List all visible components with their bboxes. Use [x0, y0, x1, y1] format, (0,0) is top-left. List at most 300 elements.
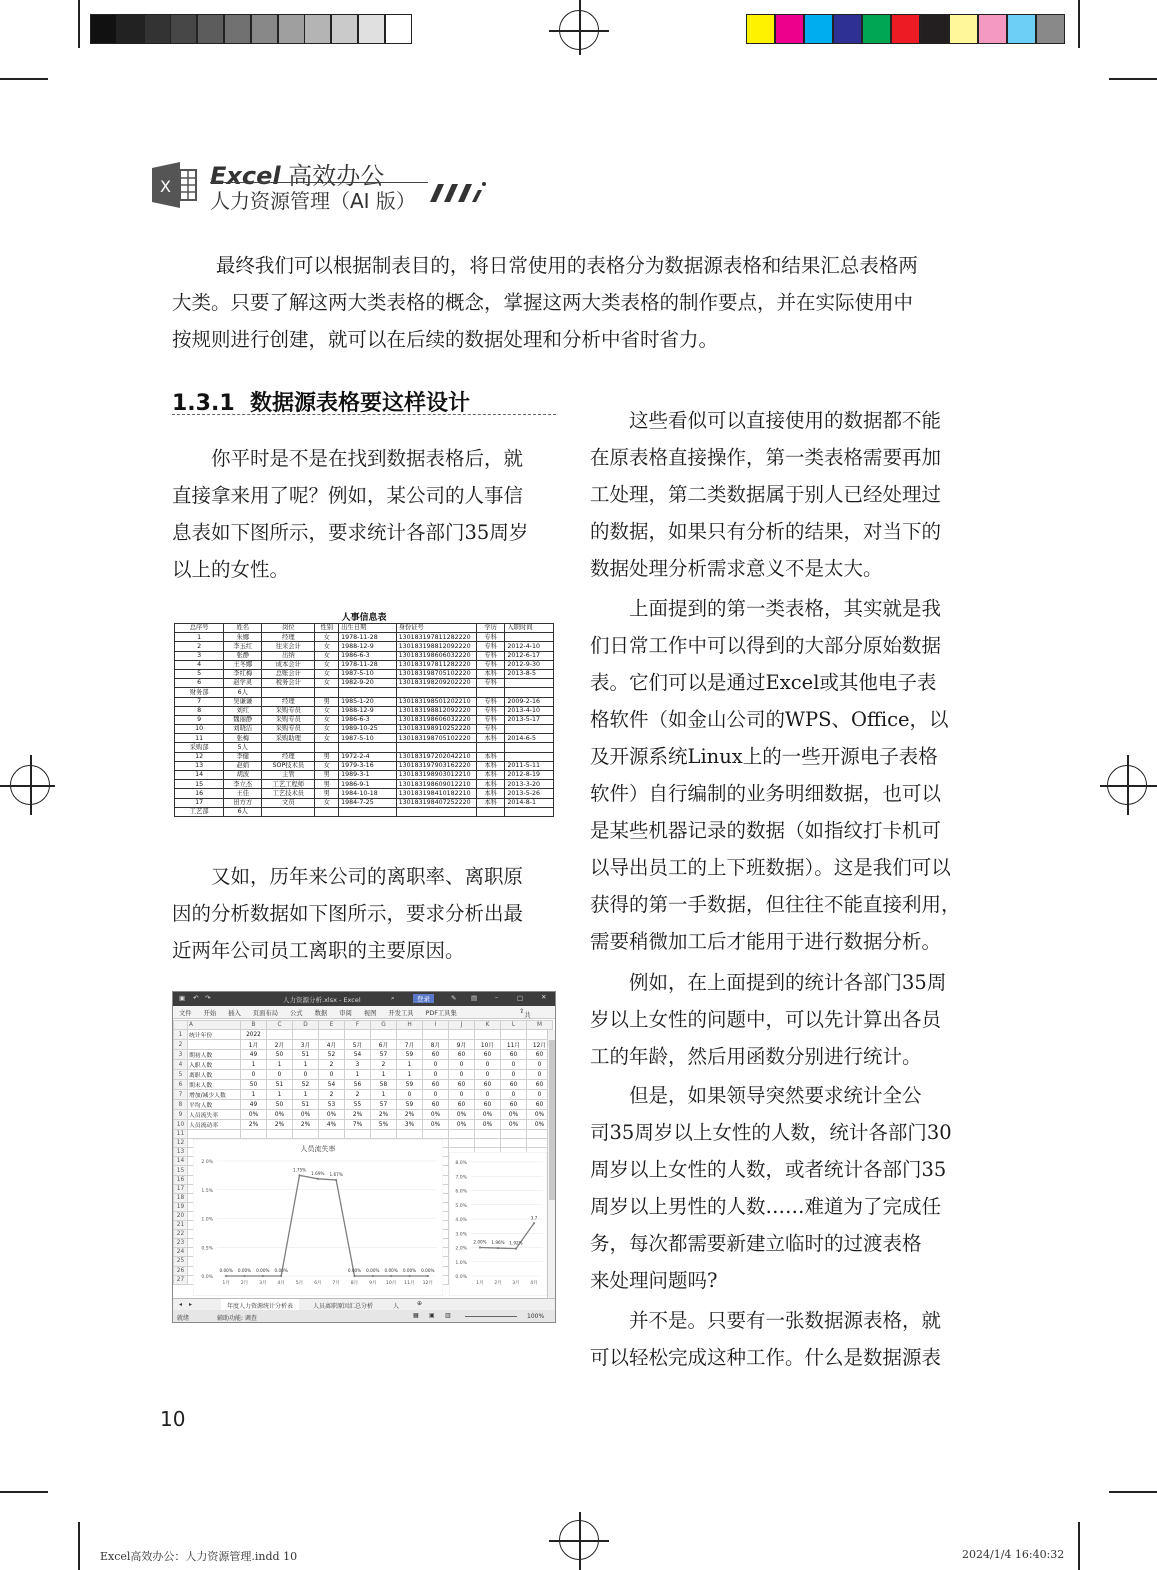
grid-cell[interactable]: F [345, 1021, 371, 1030]
grid-cell[interactable]: 21 [174, 1221, 188, 1230]
ribbon-tab[interactable]: 页面布局 [252, 1010, 278, 1017]
table-cell: 女 [315, 651, 339, 660]
grid-cell[interactable]: 6 [174, 1080, 188, 1090]
grid-cell[interactable]: 0 [501, 1070, 527, 1080]
table-cell [262, 807, 315, 816]
maximize-icon[interactable]: □ [517, 994, 524, 1002]
grid-cell[interactable]: 1 [241, 1060, 267, 1070]
grid-cell[interactable]: 平均人数 [188, 1100, 241, 1110]
gray-swatch [358, 14, 385, 44]
grid-cell[interactable]: 1 [267, 1060, 293, 1070]
grid-cell[interactable]: 1 [267, 1090, 293, 1100]
grid-cell[interactable]: 3 [345, 1060, 371, 1070]
table-cell: 1978-11-28 [339, 633, 396, 642]
grid-cell[interactable]: 11 [174, 1130, 188, 1139]
grid-cell[interactable]: 53 [319, 1100, 345, 1110]
ribbon-tab[interactable]: PDF工具集 [425, 1010, 457, 1017]
grid-cell[interactable]: 54 [345, 1050, 371, 1060]
color-swatch [746, 14, 775, 44]
grid-cell[interactable]: 0% [241, 1110, 267, 1120]
grid-cell[interactable]: 60 [475, 1080, 501, 1090]
grid-cell[interactable]: 57 [371, 1050, 397, 1060]
ribbon-display-icon[interactable]: ▤ [471, 994, 478, 1002]
grid-cell[interactable]: 2% [293, 1120, 319, 1130]
ribbon-tab[interactable]: 插入 [228, 1010, 241, 1017]
grid-cell[interactable] [371, 1030, 397, 1040]
grid-cell[interactable]: 23 [174, 1239, 188, 1248]
save-icon[interactable]: ▣ [179, 994, 186, 1002]
grid-cell[interactable] [345, 1030, 371, 1040]
grid-cell[interactable] [267, 1030, 293, 1040]
grid-cell[interactable]: 0 [397, 1090, 423, 1100]
grid-cell[interactable]: 6月 [371, 1040, 397, 1050]
grid-cell[interactable]: K [475, 1021, 501, 1030]
grid-cell[interactable]: 期初人数 [188, 1050, 241, 1060]
grid-cell[interactable]: 8月 [423, 1040, 449, 1050]
grid-cell[interactable]: 0 [475, 1090, 501, 1100]
redo-icon[interactable]: ↷ [205, 994, 211, 1002]
minimize-icon[interactable]: – [495, 993, 499, 1001]
grid-cell[interactable]: 2% [371, 1110, 397, 1120]
book-subtitle: 人力资源管理（AI 版） [210, 189, 416, 213]
grid-cell[interactable]: 2 [174, 1040, 188, 1050]
grid-cell[interactable]: L [501, 1021, 527, 1030]
grid-cell[interactable]: 60 [527, 1080, 553, 1090]
ribbon-tab[interactable]: 开始 [203, 1010, 217, 1017]
grid-cell[interactable]: 2% [397, 1110, 423, 1120]
grid-cell[interactable]: 24 [174, 1248, 188, 1257]
x-tick-label: 1月 [222, 1281, 230, 1286]
table-cell: 专科 [476, 697, 505, 706]
normal-view-icon[interactable]: ▦ [413, 1312, 419, 1319]
grid-cell[interactable]: 56 [345, 1080, 371, 1090]
grid-cell[interactable]: 10 [174, 1120, 188, 1130]
table-cell: 16 [175, 789, 224, 798]
grid-cell[interactable]: 0 [293, 1070, 319, 1080]
grid-cell[interactable]: 1 [345, 1070, 371, 1080]
table-cell: 1979-3-16 [339, 761, 396, 770]
grid-cell[interactable]: 1 [371, 1070, 397, 1080]
grid-cell[interactable]: 0 [527, 1070, 553, 1080]
grid-cell[interactable]: 0% [423, 1110, 449, 1120]
grid-cell[interactable]: 0 [423, 1060, 449, 1070]
grid-cell[interactable]: 60 [449, 1050, 475, 1060]
table-cell: 130183197811282220 [396, 660, 476, 669]
grid-cell[interactable]: 1 [293, 1090, 319, 1100]
grid-cell[interactable]: 50 [267, 1100, 293, 1110]
table-row [174, 1060, 553, 1070]
grid-cell[interactable] [267, 1130, 293, 1139]
grid-cell[interactable]: 人员流动率 [188, 1120, 241, 1130]
table-cell: 1989-3-1 [339, 771, 396, 780]
grid-cell[interactable]: 14 [174, 1157, 188, 1166]
grid-cell[interactable]: 9月 [449, 1040, 475, 1050]
y-tick-label: 1.0% [201, 1217, 213, 1223]
grid-cell[interactable]: 0 [475, 1070, 501, 1080]
grid-cell[interactable]: 期末人数 [188, 1080, 241, 1090]
table-cell: 女 [315, 633, 339, 642]
grid-cell[interactable]: 0% [475, 1110, 501, 1120]
data-point [427, 1275, 429, 1277]
color-swatch [804, 14, 833, 44]
grid-cell[interactable]: 3% [397, 1120, 423, 1130]
grid-cell[interactable] [345, 1130, 371, 1139]
grid-cell[interactable]: 49 [241, 1050, 267, 1060]
x-tick-label: 1月 [476, 1281, 484, 1286]
grid-cell[interactable]: 0% [449, 1120, 475, 1130]
grid-cell[interactable]: 5月 [345, 1040, 371, 1050]
grid-cell[interactable]: 60 [449, 1080, 475, 1090]
grid-cell[interactable]: 60 [423, 1080, 449, 1090]
grid-cell[interactable] [449, 1139, 475, 1148]
table-cell [505, 679, 554, 688]
grid-cell[interactable] [501, 1130, 527, 1139]
grid-cell[interactable] [174, 1021, 188, 1030]
ribbon-tab[interactable]: 数据 [314, 1010, 328, 1017]
grid-cell[interactable]: 59 [397, 1100, 423, 1110]
text-line: 以导出员工的上下班数据）。这是我们可以 [590, 856, 951, 879]
grid-cell[interactable]: 5 [174, 1070, 188, 1080]
add-sheet-icon[interactable]: ⊕ [417, 1300, 423, 1307]
grid-cell[interactable]: 0 [423, 1090, 449, 1100]
table-cell: 130183198812092220 [396, 642, 476, 651]
grid-cell[interactable]: 52 [293, 1080, 319, 1090]
status-bar [173, 1310, 556, 1323]
x-tick-label: 10月 [385, 1281, 397, 1286]
table-cell: 2013-4-10 [505, 706, 554, 715]
ribbon-tab[interactable]: 视图 [363, 1010, 377, 1017]
grid-cell[interactable]: 0% [475, 1120, 501, 1130]
data-point [533, 1222, 535, 1224]
table-cell: 2012-9-30 [505, 660, 554, 669]
grid-cell[interactable]: D [293, 1021, 319, 1030]
gray-swatch [331, 14, 358, 44]
table-cell: 本科 [476, 771, 505, 780]
grid-cell[interactable]: 60 [527, 1050, 553, 1060]
table-row [175, 780, 554, 789]
grid-cell[interactable]: 0 [527, 1060, 553, 1070]
grid-cell[interactable]: 0 [423, 1070, 449, 1080]
grid-cell[interactable]: 27 [174, 1275, 188, 1284]
grid-cell[interactable]: 51 [293, 1100, 319, 1110]
grid-cell[interactable]: 7% [345, 1120, 371, 1130]
grid-cell[interactable]: 7 [174, 1090, 188, 1100]
table-cell: 男 [315, 752, 339, 761]
table-cell: 本科 [476, 789, 505, 798]
grid-cell[interactable]: 60 [423, 1100, 449, 1110]
grid-cell[interactable]: 19 [174, 1202, 188, 1211]
table-row [175, 715, 554, 724]
x-tick-label: 3月 [259, 1281, 267, 1286]
column-header-row [174, 1021, 553, 1030]
grid-cell[interactable]: 3月 [293, 1040, 319, 1050]
file-title: 人力资源分析.xlsx - Excel [283, 996, 361, 1004]
grid-cell[interactable]: 0 [449, 1070, 475, 1080]
grid-cell[interactable]: 离职人数 [188, 1070, 241, 1080]
grid-cell[interactable]: 1 [397, 1060, 423, 1070]
table-cell: 赵学灵 [224, 679, 262, 688]
grid-cell[interactable]: 0 [319, 1070, 345, 1080]
grid-cell[interactable]: 5% [371, 1120, 397, 1130]
grid-cell[interactable]: 3 [174, 1050, 188, 1060]
grid-cell[interactable]: 57 [371, 1100, 397, 1110]
grid-cell[interactable]: A [188, 1021, 241, 1030]
grid-cell[interactable]: 2 [345, 1090, 371, 1100]
grid-cell[interactable]: 25 [174, 1257, 188, 1266]
table-cell: 本科 [476, 798, 505, 807]
grid-cell[interactable]: 50 [241, 1080, 267, 1090]
table-cell: 总序号 [175, 624, 224, 633]
table-cell: 1985-1-20 [339, 697, 396, 706]
color-swatch [891, 14, 920, 44]
x-tick-label: 7月 [332, 1281, 340, 1286]
grid-cell[interactable] [449, 1130, 475, 1139]
grid-cell[interactable]: 49 [241, 1100, 267, 1110]
table-cell: 女 [315, 734, 339, 743]
personnel-table-title: 人事信息表 [341, 613, 387, 623]
grid-cell[interactable]: 2 [319, 1090, 345, 1100]
grid-cell[interactable] [397, 1030, 423, 1040]
table-cell: 刘红 [224, 706, 262, 715]
table-cell: 3 [175, 651, 224, 660]
grid-cell[interactable]: 59 [397, 1050, 423, 1060]
table-row [175, 734, 554, 743]
y-tick-label: 5.0% [455, 1203, 467, 1209]
grid-cell[interactable]: 1月 [241, 1040, 267, 1050]
grid-cell[interactable]: 26 [174, 1266, 188, 1275]
login-button[interactable]: 登录 [413, 994, 434, 1003]
grid-cell[interactable]: 0% [527, 1110, 553, 1120]
grid-cell[interactable] [501, 1139, 527, 1148]
grid-cell[interactable] [501, 1030, 527, 1040]
text-line: 最终我们可以根据制表目的，将日常使用的表格分为数据源表格和结果汇总表格两 [215, 254, 918, 277]
table-cell: 入职时间 [505, 624, 554, 633]
table-row [175, 752, 554, 761]
grid-cell[interactable] [423, 1030, 449, 1040]
text-line: 表。它们可以是通过Excel或其他电子表 [590, 671, 937, 694]
grid-cell[interactable]: E [319, 1021, 345, 1030]
grid-cell[interactable]: 54 [319, 1080, 345, 1090]
grid-cell[interactable]: 统计年份 [188, 1030, 241, 1040]
grid-cell[interactable] [423, 1130, 449, 1139]
grid-cell[interactable]: 1 [174, 1030, 188, 1040]
crop-mark [1109, 1491, 1157, 1493]
text-line: 大类。只要了解这两大类表格的概念，掌握这两大类表格的制作要点，并在实际使用中 [172, 291, 914, 314]
data-label: 1.69% [311, 1170, 325, 1176]
grid-cell[interactable]: 22 [174, 1230, 188, 1239]
grid-cell[interactable]: 0 [501, 1060, 527, 1070]
grid-cell[interactable]: 10月 [475, 1040, 501, 1050]
grid-cell[interactable]: 2% [345, 1110, 371, 1120]
gray-swatch [117, 14, 144, 44]
table-cell: 6人 [224, 807, 262, 816]
grid-cell[interactable]: 增加/减少人数 [188, 1090, 241, 1100]
grid-cell[interactable]: 11月 [501, 1040, 527, 1050]
ribbon-tab[interactable]: 开发工具 [388, 1010, 414, 1017]
search-icon[interactable]: ⌕ [391, 994, 395, 1002]
x-tick-label: 8月 [350, 1281, 359, 1286]
grid-cell[interactable]: 入职人数 [188, 1060, 241, 1070]
table-row [175, 807, 554, 816]
header-rule [210, 182, 428, 183]
grid-cell[interactable]: 2% [267, 1120, 293, 1130]
grid-cell[interactable]: 8 [174, 1100, 188, 1110]
status-ready: 就绪 [177, 1315, 190, 1322]
y-tick-label: 4.0% [455, 1218, 467, 1223]
grid-cell[interactable] [188, 1040, 241, 1050]
table-cell: 女 [315, 798, 339, 807]
share-button[interactable]: ⇪ 共 [519, 1008, 531, 1019]
grid-cell[interactable]: 52 [319, 1050, 345, 1060]
grid-cell[interactable]: 0% [423, 1120, 449, 1130]
ribbon-tab[interactable]: 公式 [290, 1010, 303, 1017]
grid-cell[interactable] [475, 1030, 501, 1040]
grid-cell[interactable]: 16 [174, 1175, 188, 1184]
grid-cell[interactable] [371, 1130, 397, 1139]
grid-cell[interactable]: 0% [293, 1110, 319, 1120]
grid-cell[interactable]: 50 [267, 1050, 293, 1060]
grid-cell[interactable] [397, 1130, 423, 1139]
grid-cell[interactable]: 55 [345, 1100, 371, 1110]
grid-cell[interactable]: 2022 [241, 1030, 267, 1040]
grid-cell[interactable]: 0 [527, 1090, 553, 1100]
left-paragraph-1 [172, 440, 560, 588]
crop-mark [78, 1522, 80, 1570]
grid-cell[interactable]: 0% [527, 1120, 553, 1130]
ribbon-tab[interactable]: 文件 [179, 1010, 192, 1017]
grid-cell[interactable]: 7月 [397, 1040, 423, 1050]
grid-cell[interactable]: 0% [267, 1110, 293, 1120]
close-icon[interactable]: ✕ [541, 993, 547, 1001]
grid-cell[interactable]: 12月 [527, 1040, 553, 1050]
grid-cell[interactable]: B [241, 1021, 267, 1030]
grid-cell[interactable] [293, 1030, 319, 1040]
grid-cell[interactable]: 15 [174, 1166, 188, 1175]
table-cell: 学历 [476, 624, 505, 633]
tab-scroll-right-icon[interactable]: ▸ [189, 1301, 193, 1308]
sheet-tab-active[interactable]: 年度人力资源统计分析表 [221, 1299, 299, 1314]
page-break-icon[interactable]: ▥ [445, 1312, 451, 1319]
grid-cell[interactable] [319, 1030, 345, 1040]
grid-cell[interactable]: 0 [475, 1060, 501, 1070]
grid-cell[interactable] [241, 1130, 267, 1139]
text-line: 可以轻松完成这种工作。什么是数据源表 [590, 1346, 942, 1369]
undo-icon[interactable]: ↶ [193, 994, 199, 1002]
grid-cell[interactable]: 0% [319, 1110, 345, 1120]
grid-cell[interactable]: 2 [371, 1060, 397, 1070]
grid-cell[interactable]: 51 [293, 1050, 319, 1060]
x-tick-label: 5月 [295, 1281, 304, 1286]
grid-cell[interactable]: 0 [501, 1090, 527, 1100]
table-cell: 本科 [476, 761, 505, 770]
tab-scroll-left-icon[interactable]: ◂ [179, 1301, 183, 1308]
grid-cell[interactable] [475, 1139, 501, 1148]
ribbon-tab[interactable]: 审阅 [339, 1010, 352, 1017]
grid-cell[interactable]: C [267, 1021, 293, 1030]
grid-cell[interactable]: I [423, 1021, 449, 1030]
grid-cell[interactable]: 4 [174, 1060, 188, 1070]
grid-cell[interactable]: 0 [449, 1090, 475, 1100]
sheet-tab[interactable]: 人员离职原因汇总分析 [313, 1303, 374, 1310]
grid-cell[interactable]: 60 [475, 1100, 501, 1110]
grid-cell[interactable]: 1 [371, 1090, 397, 1100]
table-cell: 采购助理 [262, 734, 315, 743]
grid-cell[interactable] [188, 1130, 241, 1139]
grid-cell[interactable]: 1 [397, 1070, 423, 1080]
grid-cell[interactable]: J [449, 1021, 475, 1030]
grid-cell[interactable]: 0 [267, 1070, 293, 1080]
grid-cell[interactable]: 2 [319, 1060, 345, 1070]
grid-cell[interactable]: 60 [501, 1050, 527, 1060]
grid-cell[interactable]: 9 [174, 1110, 188, 1120]
grid-cell[interactable]: 1 [293, 1060, 319, 1070]
table-cell [396, 807, 476, 816]
grid-cell[interactable]: 17 [174, 1184, 188, 1193]
grid-cell[interactable]: 18 [174, 1193, 188, 1202]
grid-cell[interactable]: 20 [174, 1211, 188, 1220]
grid-cell[interactable]: H [397, 1021, 423, 1030]
grid-cell[interactable]: 60 [449, 1100, 475, 1110]
grid-cell[interactable]: 4% [319, 1120, 345, 1130]
grid-cell[interactable]: 4月 [319, 1040, 345, 1050]
pen-icon[interactable]: ✎ [451, 994, 457, 1002]
text-line: 这些看似可以直接使用的数据都不能 [629, 409, 942, 432]
grid-cell[interactable] [449, 1030, 475, 1040]
table-cell: 女 [315, 669, 339, 678]
grid-cell[interactable]: 0 [241, 1070, 267, 1080]
grid-cell[interactable]: 60 [475, 1050, 501, 1060]
grid-cell[interactable]: 0% [449, 1110, 475, 1120]
grid-cell[interactable]: 60 [423, 1050, 449, 1060]
color-swatch [920, 14, 949, 44]
table-cell: 专科 [476, 633, 505, 642]
section-heading: 1.3.1 数据源表格要这样设计 [172, 391, 470, 416]
grid-cell[interactable] [475, 1130, 501, 1139]
text-line: 直接拿来用了呢？例如，某公司的人事信 [172, 484, 524, 507]
grid-cell[interactable]: 59 [397, 1080, 423, 1090]
grid-cell[interactable]: 51 [267, 1080, 293, 1090]
grid-cell[interactable]: 12 [174, 1139, 188, 1148]
accessibility-status[interactable]: 辅助功能: 调查 [217, 1315, 257, 1322]
grid-cell[interactable]: 0% [501, 1120, 527, 1130]
sheet-tab[interactable]: 人 [393, 1303, 400, 1310]
grid-cell[interactable] [319, 1130, 345, 1139]
table-cell: 岗位 [262, 624, 315, 633]
x-tick-label: 11月 [404, 1281, 415, 1286]
grid-cell[interactable]: 58 [371, 1080, 397, 1090]
vertical-scrollbar[interactable] [547, 1030, 556, 1298]
grid-cell[interactable]: 13 [174, 1148, 188, 1157]
data-label: 0.00% [384, 1268, 398, 1273]
grid-cell[interactable]: G [371, 1021, 397, 1030]
grid-cell[interactable]: 0 [449, 1060, 475, 1070]
grid-cell[interactable]: 1 [241, 1090, 267, 1100]
table-cell: 2014-8-1 [505, 798, 554, 807]
text-line: 岁以上女性的问题中，可以先计算出各员 [590, 1008, 942, 1031]
table-cell: 本科 [476, 734, 505, 743]
grid-cell[interactable]: 60 [501, 1100, 527, 1110]
grid-cell[interactable]: 60 [527, 1100, 553, 1110]
grid-cell[interactable]: M [527, 1021, 553, 1030]
grid-cell[interactable]: 60 [501, 1080, 527, 1090]
grid-cell[interactable]: 2月 [267, 1040, 293, 1050]
page-layout-icon[interactable]: ▣ [429, 1312, 435, 1319]
grid-cell[interactable]: 2% [241, 1120, 267, 1130]
grid-cell[interactable] [293, 1130, 319, 1139]
grid-cell[interactable]: 0% [501, 1110, 527, 1120]
grid-cell[interactable]: 人员流失率 [188, 1110, 241, 1120]
zoom-slider[interactable] [465, 1316, 517, 1317]
